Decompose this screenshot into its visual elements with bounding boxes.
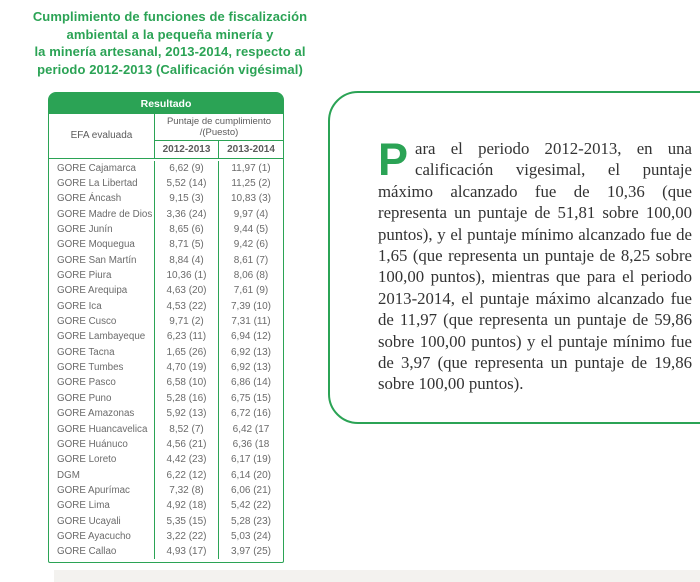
score-cell: 11,25 (2) [231,178,271,190]
score-cell: 9,71 (2) [155,314,219,329]
score-group-header: Puntaje de cumplimiento /(Puesto) [155,114,283,141]
score-cell: 5,03 (24) [230,530,272,542]
efa-name: GORE Áncash [49,191,155,206]
score-cell: 8,71 (5) [155,237,219,252]
results-table [48,92,284,563]
score-cell: 6,92 (13) [230,362,272,374]
table-row [49,513,283,528]
figure-title-line: periodo 2012-2013 (Calificación vigésimal) [37,61,303,77]
efa-name: GORE Tacna [49,345,155,360]
efa-name: GORE Pasco [49,375,155,390]
score-cell: 6,72 (16) [230,408,272,420]
score-cell: 5,92 (13) [155,406,219,421]
score-cell: 8,06 (8) [233,270,269,282]
table-row [49,283,283,298]
score-cell: 9,42 (6) [233,239,269,251]
efa-name: GORE San Martín [49,253,155,268]
table-banner: Resultado [49,93,283,114]
score-cell: 4,63 (20) [155,283,219,298]
score-cell: 5,28 (16) [155,391,219,406]
figure-title [26,8,314,78]
table-row [49,314,283,329]
score-cell: 4,53 (22) [155,299,219,314]
table-row [49,207,283,222]
score-cell: 1,65 (26) [155,345,219,360]
score-cell: 3,36 (24) [155,207,219,222]
score-cell: 6,58 (10) [155,375,219,390]
efa-name: GORE Amazonas [49,406,155,421]
table-row [49,375,283,390]
table-row [49,268,283,283]
table-row [49,391,283,406]
score-cell: 6,62 (9) [155,161,219,176]
dropcap-letter: P [378,134,409,185]
efa-name: GORE Lima [49,498,155,513]
score-column-group [155,114,283,158]
score-cell: 3,22 (22) [155,529,219,544]
table-row [49,421,283,436]
efa-name: GORE Lambayeque [49,329,155,344]
efa-column-header: EFA evaluada [49,114,155,158]
table-row [49,467,283,482]
efa-name: GORE Madre de Dios [49,207,155,222]
score-cell: 9,97 (4) [233,208,269,220]
score-cell: 10,83 (3) [230,193,272,205]
figure-title-line: la minería artesanal, 2013-2014, respecto al [34,44,306,59]
period-header-2012-2013: 2012-2013 [155,141,219,158]
score-cell: 9,44 (5) [233,224,269,236]
score-cell: 4,93 (17) [155,544,219,559]
efa-name: GORE Puno [49,391,155,406]
score-cell: 7,32 (8) [155,483,219,498]
efa-name: GORE Apurímac [49,483,155,498]
efa-name: DGM [49,467,155,482]
period-headers [155,141,283,158]
figure-title-line: ambiental a la pequeña minería y [66,26,274,42]
efa-name: GORE Huancavelica [49,421,155,436]
efa-name: GORE Cajamarca [49,161,155,176]
efa-name: GORE Junín [49,222,155,237]
commentary-text: ara el periodo 2012-2013, en una calificación vigesimal, el puntaje máximo alcanzado fue de 10,36 (que representa un puntaje de 51,81 sobre 100,00 puntos), y el puntaje mínimo alcanzado fue de 1,65 (que representa un puntaje de 8,25 sobre 100,00 puntos), mientras que para el periodo 2013-2014, el puntaje máximo alcanzado fue de 11,97 (que representa un puntaje de 59,86 sobre 100,00 puntos) y el puntaje mínimo fue de 3,97 (que representa un puntaje de 19,86 sobre 100,00 puntos). [378,139,692,394]
table-body [49,159,283,563]
efa-name: GORE Tumbes [49,360,155,375]
table-row [49,222,283,237]
period-header-2013-2014: 2013-2014 [227,143,275,155]
efa-name: GORE Cusco [49,314,155,329]
efa-name: GORE Moquegua [49,237,155,252]
efa-name: GORE Ayacucho [49,529,155,544]
efa-name: GORE Ucayali [49,513,155,528]
table-row [49,406,283,421]
score-cell: 6,36 (18 [232,438,270,450]
score-cell: 6,22 (12) [155,467,219,482]
table-row [49,299,283,314]
table-row [49,161,283,176]
score-cell: 4,42 (23) [155,452,219,467]
score-cell: 4,92 (18) [155,498,219,513]
efa-name: GORE Piura [49,268,155,283]
figure-title-line: Cumplimiento de funciones de fiscalización [32,9,308,24]
score-cell: 6,42 (17 [232,423,270,435]
score-cell: 3,97 (25) [230,546,272,558]
score-cell: 4,56 (21) [155,437,219,452]
table-row [49,452,283,467]
score-cell: 4,70 (19) [155,360,219,375]
score-cell: 6,75 (15) [230,392,272,404]
efa-name: GORE Arequipa [49,283,155,298]
score-cell: 7,61 (9) [233,285,269,297]
score-cell: 6,94 (12) [230,331,272,343]
score-cell: 11,97 (1) [231,162,271,174]
score-cell: 10,36 (1) [155,268,219,283]
table-row [49,360,283,375]
score-cell: 8,52 (7) [155,421,219,436]
efa-name: GORE Ica [49,299,155,314]
score-cell: 5,35 (15) [155,513,219,528]
commentary-paragraph [378,134,692,395]
score-cell: 5,28 (23) [230,515,272,527]
score-cell: 6,92 (13) [230,346,272,358]
score-cell: 7,39 (10) [230,300,272,312]
table-row [49,329,283,344]
score-cell: 6,06 (21) [230,484,272,496]
table-row [49,544,283,559]
score-cell: 8,61 (7) [233,254,269,266]
score-cell: 6,86 (14) [230,377,272,389]
table-row [49,191,283,206]
table-row [49,498,283,513]
efa-name: GORE Huánuco [49,437,155,452]
efa-name: GORE Callao [49,544,155,559]
table-row [49,529,283,544]
table-row [49,483,283,498]
score-cell: 5,42 (22) [230,500,272,512]
page-edge-band [54,570,700,582]
score-cell: 8,84 (4) [155,253,219,268]
score-cell: 7,31 (11) [231,316,271,328]
efa-name: GORE La Libertad [49,176,155,191]
score-cell: 6,17 (19) [230,454,272,466]
score-cell: 5,52 (14) [155,176,219,191]
score-cell: 6,23 (11) [155,329,219,344]
score-cell: 8,65 (6) [155,222,219,237]
score-cell: 9,15 (3) [155,191,219,206]
score-cell: 6,14 (20) [230,469,272,481]
table-header [49,114,283,159]
table-row [49,253,283,268]
table-row [49,437,283,452]
table-row [49,176,283,191]
efa-name: GORE Loreto [49,452,155,467]
table-row [49,345,283,360]
table-row [49,237,283,252]
